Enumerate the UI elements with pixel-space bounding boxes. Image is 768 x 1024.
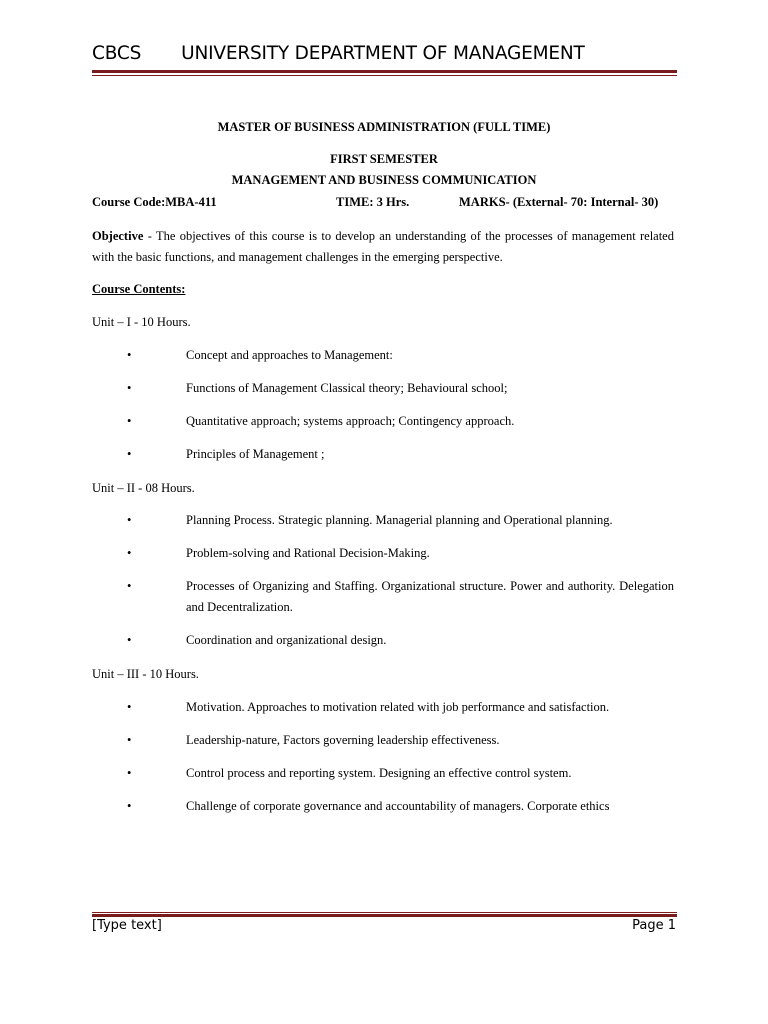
- bullet-icon: •: [127, 381, 132, 395]
- unit-heading: Unit – I - 10 Hours.: [92, 315, 191, 329]
- bullet-icon: •: [127, 414, 132, 428]
- bullet-icon: •: [127, 579, 132, 593]
- unit-heading: Unit – III - 10 Hours.: [92, 667, 199, 681]
- list-item-text: Concept and approaches to Management:: [186, 348, 393, 362]
- semester-title: FIRST SEMESTER: [330, 152, 438, 166]
- list-item-text: Challenge of corporate governance and accountability of managers. Corporate ethics: [186, 799, 610, 813]
- objective-text: - The objectives of this course is to develop an understanding of the processes of management related with the basic functions, and management challenges in the emerging perspective.: [92, 229, 674, 264]
- header-rule-thin: [92, 75, 677, 76]
- course-time: TIME: 3 Hrs.: [336, 195, 410, 209]
- header-rule: [92, 70, 677, 73]
- program-title: MASTER OF BUSINESS ADMINISTRATION (FULL TIME): [217, 120, 551, 134]
- unit-heading: Unit – II - 08 Hours.: [92, 481, 195, 495]
- list-item-text: Coordination and organizational design.: [186, 633, 387, 647]
- bullet-icon: •: [127, 700, 132, 714]
- objective-paragraph: [92, 226, 674, 268]
- list-item-text: Principles of Management ;: [186, 447, 325, 461]
- page-header: [92, 43, 677, 64]
- footer-rule-thin: [92, 912, 677, 913]
- list-item-text: Planning Process. Strategic planning. Managerial planning and Operational planning.: [186, 513, 613, 527]
- list-item-text: Functions of Management Classical theory; Behavioural school;: [186, 381, 508, 395]
- course-contents-heading: Course Contents:: [92, 282, 186, 296]
- page-number: Page 1: [632, 918, 676, 933]
- bullet-icon: •: [127, 348, 132, 362]
- footer-placeholder-text: [Type text]: [92, 918, 162, 933]
- bullet-icon: •: [127, 799, 132, 813]
- bullet-icon: •: [127, 513, 132, 527]
- bullet-icon: •: [127, 447, 132, 461]
- list-item-text: Motivation. Approaches to motivation related with job performance and satisfaction.: [186, 700, 610, 714]
- bullet-icon: •: [127, 546, 132, 560]
- footer-rule: [92, 914, 677, 917]
- course-code: Course Code:MBA-411: [92, 195, 217, 209]
- bullet-icon: •: [127, 766, 132, 780]
- list-item-text: Quantitative approach; systems approach; Contingency approach.: [186, 414, 515, 428]
- objective-label: Objective: [92, 229, 144, 243]
- list-item-text: Problem-solving and Rational Decision-Making.: [186, 546, 430, 560]
- course-marks: MARKS- (External- 70: Internal- 30): [459, 195, 659, 209]
- list-item-text: Processes of Organizing and Staffing. Organizational structure. Power and authority. Delegation and Decentralization.: [186, 579, 674, 614]
- course-title: MANAGEMENT AND BUSINESS COMMUNICATION: [231, 173, 537, 187]
- list-item-text: Leadership-nature, Factors governing leadership effectiveness.: [186, 733, 500, 747]
- header-title-text: UNIVERSITY DEPARTMENT OF MANAGEMENT: [181, 43, 585, 64]
- header-left-text: CBCS: [92, 43, 142, 64]
- list-item-text: Control process and reporting system. Designing an effective control system.: [186, 766, 572, 780]
- bullet-icon: •: [127, 633, 132, 647]
- bullet-icon: •: [127, 733, 132, 747]
